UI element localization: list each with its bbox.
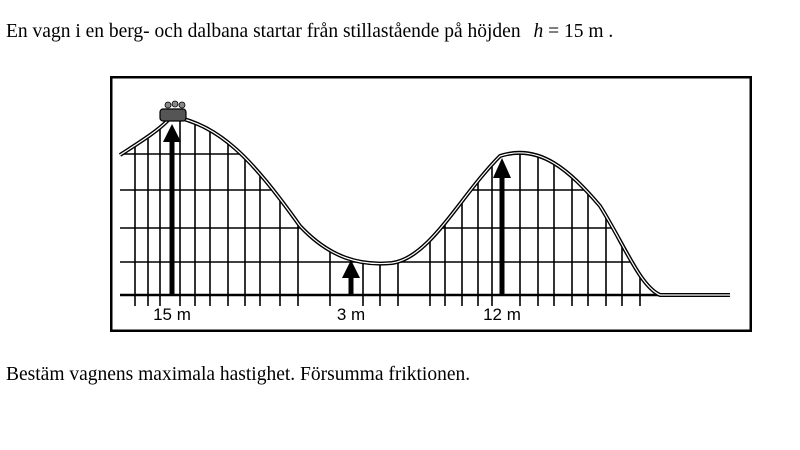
label-3m: 3 m [336, 305, 366, 324]
height-equation [533, 21, 613, 42]
label-15m: 15 m [153, 305, 191, 324]
sentence-end: . [603, 21, 614, 42]
problem-statement [6, 21, 613, 43]
height-variable: h [533, 21, 544, 42]
label-12m: 12 m [483, 305, 521, 324]
roller-coaster-figure [110, 76, 752, 332]
height-value: = 15 m [543, 21, 604, 42]
question-text: Bestäm vagnens maximala hastighet. Försumma friktionen. [6, 364, 471, 385]
problem-text: En vagn i en berg- och dalbana startar från stillastående på höjden [6, 21, 521, 42]
